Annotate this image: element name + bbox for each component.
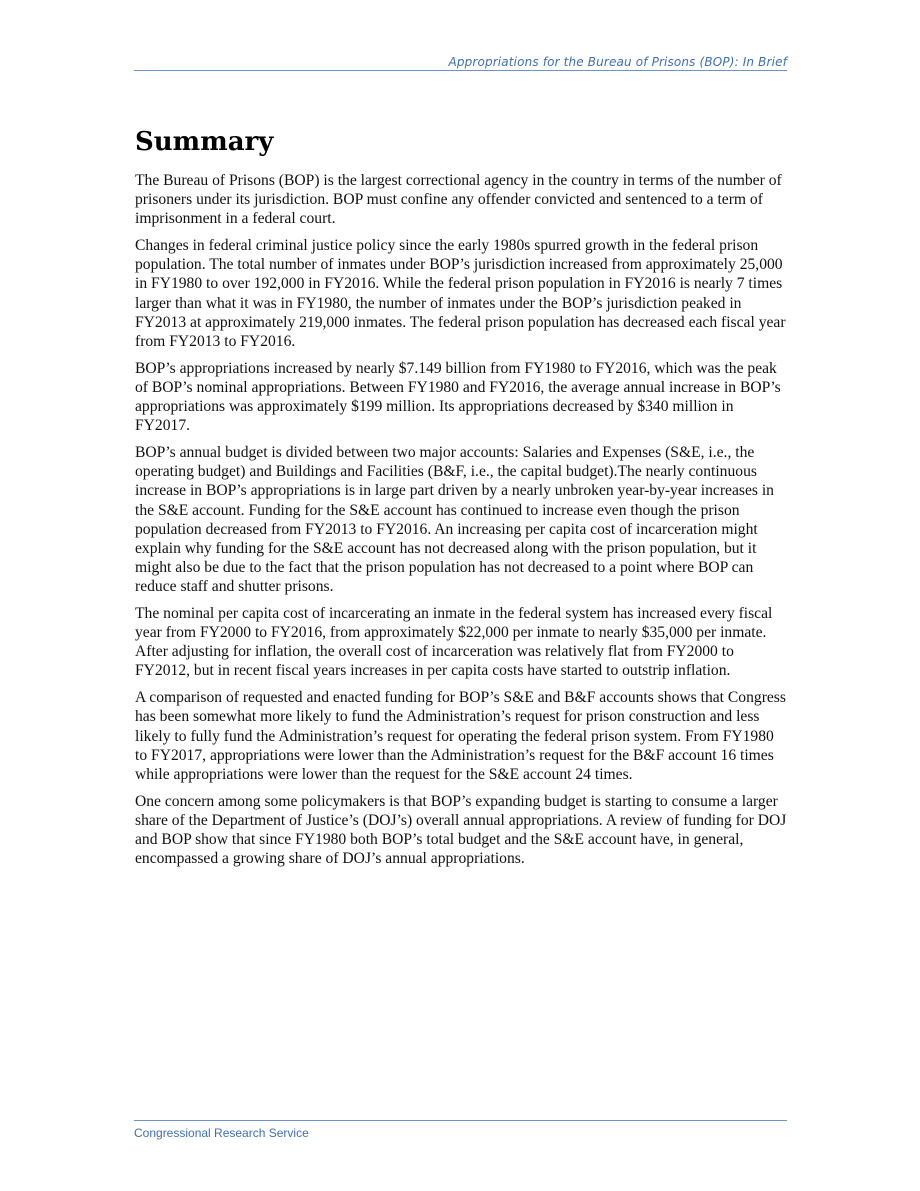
summary-section: [135, 125, 787, 876]
running-header-title: Appropriations for the Bureau of Prisons (BOP): In Brief: [448, 55, 787, 69]
paragraph-1: The Bureau of Prisons (BOP) is the largest correctional agency in the country in terms of the number of prisoners under its jurisdiction. BOP must confine any offender convicted and sentenced to a term of imprisonment in a federal court.: [135, 172, 782, 228]
running-header: [134, 55, 787, 71]
paragraph-2: Changes in federal criminal justice policy since the early 1980s spurred growth in the federal prison population. The total number of inmates under BOP’s jurisdiction increased from approximately 25,000 in FY1980 to over 192,000 in FY2016. While the federal prison population in FY2016 is nearly 7 times larger than what it was in FY1980, the number of inmates under the BOP’s jurisdiction peaked in FY2013 at approximately 219,000 inmates. The federal prison population has decreased each fiscal year from FY2013 to FY2016.: [135, 237, 786, 350]
paragraph-6: A comparison of requested and enacted funding for BOP’s S&E and B&F accounts shows that Congress has been somewhat more likely to fund the Administration’s request for prison construction and less likely to fully fund the Administration’s request for operating the federal prison system. From FY1980 to FY2017, appropriations were lower than the Administration’s request for the B&F account 16 times while appropriations were lower than the request for the S&E account 24 times.: [135, 689, 786, 783]
footer-organization: Congressional Research Service: [134, 1126, 309, 1140]
page-footer: [134, 1120, 787, 1142]
section-heading: Summary: [135, 127, 274, 157]
paragraph-4: BOP’s annual budget is divided between two major accounts: Salaries and Expenses (S&E, i.e., the operating budget) and Buildings and Facilities (B&F, i.e., the capital budget).The nearly continuous increase in BOP’s appropriations is in large part driven by a nearly unbroken year-by-year increases in the S&E account. Funding for the S&E account has continued to increase even though the prison population decreased from FY2013 to FY2016. An increasing per capita cost of incarceration might explain why funding for the S&E account has not decreased along with the prison population, but it might also be due to the fact that the prison population has not decreased to a point where BOP can reduce staff and shutter prisons.: [135, 444, 774, 595]
paragraph-5: The nominal per capita cost of incarcerating an inmate in the federal system has increased every fiscal year from FY2000 to FY2016, from approximately $22,000 per inmate to nearly $35,000 per inmate. After adjusting for inflation, the overall cost of incarceration was relatively flat from FY2000 to FY2012, but in recent fiscal years increases in per capita costs have started to outstrip inflation.: [135, 604, 773, 680]
paragraph-7: One concern among some policymakers is that BOP’s expanding budget is starting to consume a larger share of the Department of Justice’s (DOJ’s) overall annual appropriations. A review of funding for DOJ and BOP show that since FY1980 both BOP’s total budget and the S&E account have, in general, encompassed a growing share of DOJ’s annual appropriations.: [135, 792, 787, 868]
paragraph-3: BOP’s appropriations increased by nearly $7.149 billion from FY1980 to FY2016, which was the peak of BOP’s nominal appropriations. Between FY1980 and FY2016, the average annual increase in BOP’s appropriations was approximately $199 million. Its appropriations decreased by $340 million in FY2017.: [135, 359, 781, 435]
